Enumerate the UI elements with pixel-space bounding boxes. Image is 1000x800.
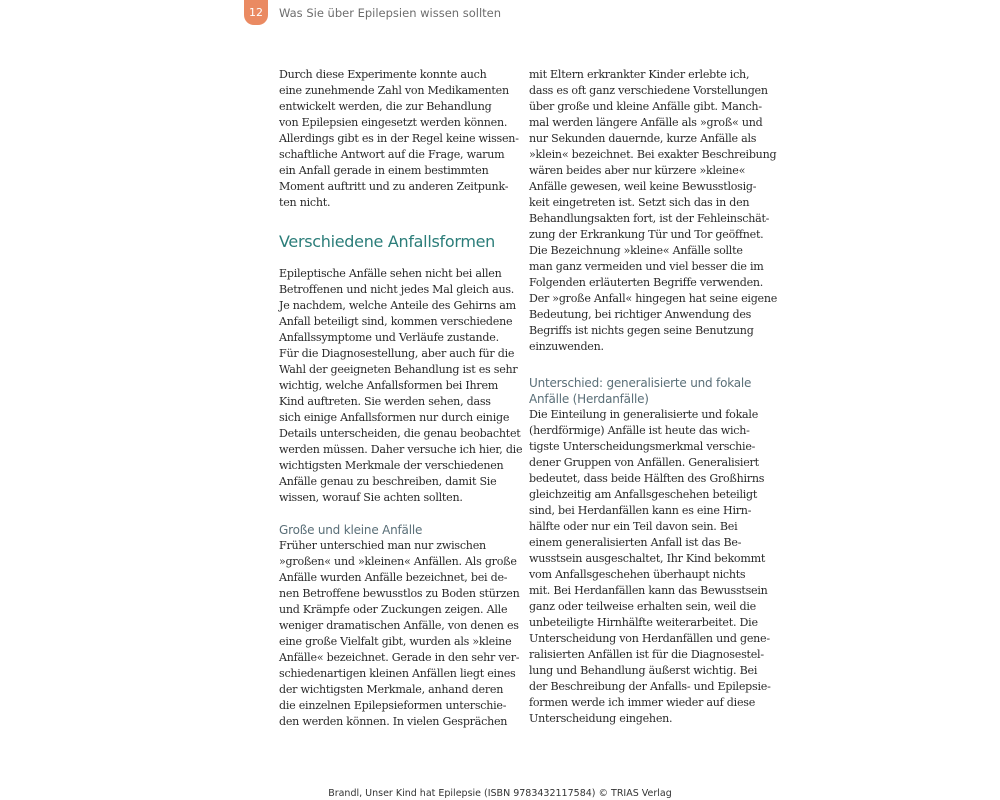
text-line: den werden können. In vielen Gesprächen xyxy=(279,715,508,728)
text-line: eine zunehmende Zahl von Medikamenten xyxy=(279,84,509,97)
text-line: über große und kleine Anfälle gibt. Manch- xyxy=(529,100,762,113)
text-line: Anfall beteiligt sind, kommen verschiedene xyxy=(279,315,513,328)
text-line: ten nicht. xyxy=(279,196,331,209)
text-line: Anfälle gewesen, weil keine Bewusstlosig- xyxy=(529,180,757,193)
text-line: mit. Bei Herdanfällen kann das Bewusstsein xyxy=(529,584,768,597)
text-line: von Epilepsien eingesetzt werden können. xyxy=(279,116,508,129)
text-line: Früher unterschied man nur zwischen xyxy=(279,539,486,552)
text-line: formen werde ich immer wieder auf diese xyxy=(529,696,756,709)
subsection-paragraph xyxy=(279,538,520,730)
text-line: Die Bezeichnung »kleine« Anfälle sollte xyxy=(529,244,743,257)
section-heading: Verschiedene Anfallsformen xyxy=(279,232,495,251)
text-line: man ganz vermeiden und viel besser die im xyxy=(529,260,764,273)
text-line: die einzelnen Epilepsieformen unterschie- xyxy=(279,699,507,712)
text-line: Unterschied: generalisierte und fokale xyxy=(529,376,752,390)
continued-paragraph xyxy=(529,67,778,355)
text-line: tigste Unterscheidungsmerkmal verschie- xyxy=(529,440,756,453)
text-line: einzuwenden. xyxy=(529,340,604,353)
text-line: Begriffs ist nichts gegen seine Benutzung xyxy=(529,324,754,337)
text-line: (herdförmige) Anfälle ist heute das wich- xyxy=(529,424,750,437)
text-line: und Krämpfe oder Zuckungen zeigen. Alle xyxy=(279,603,508,616)
text-line: weniger dramatischen Anfälle, von denen es xyxy=(279,619,519,632)
text-line: Anfälle wurden Anfälle bezeichnet, bei de- xyxy=(279,571,508,584)
text-line: Moment auftritt und zu anderen Zeitpunk- xyxy=(279,180,509,193)
text-line: Folgenden erläuterten Begriffe verwenden. xyxy=(529,276,764,289)
text-line: Allerdings gibt es in der Regel keine wissen- xyxy=(279,132,519,145)
text-line: Unterscheidung eingehen. xyxy=(529,712,673,725)
text-line: wissen, worauf Sie achten sollten. xyxy=(279,491,463,504)
text-line: nur Sekunden dauernde, kurze Anfälle als xyxy=(529,132,757,145)
text-line: Der »große Anfall« hingegen hat seine eigene xyxy=(529,292,778,305)
text-line: Für die Diagnosestellung, aber auch für die xyxy=(279,347,515,360)
text-line: wusstsein ausgeschaltet, Ihr Kind bekommt xyxy=(529,552,766,565)
text-line: nen Betroffene bewusstlos zu Boden stürzen xyxy=(279,587,520,600)
text-line: wichtig, welche Anfallsformen bei Ihrem xyxy=(279,379,499,392)
text-line: »klein« bezeichnet. Bei exakter Beschreibung xyxy=(529,148,777,161)
text-line: Anfälle« bezeichnet. Gerade in den sehr ver- xyxy=(279,651,520,664)
text-line: keit eingetreten ist. Setzt sich das in den xyxy=(529,196,750,209)
text-line: Anfälle (Herdanfälle) xyxy=(529,392,649,406)
text-line: wichtigsten Merkmale der verschiedenen xyxy=(279,459,504,472)
text-line: ganz oder teilweise erhalten sein, weil die xyxy=(529,600,756,613)
text-line: »großen« und »kleinen« Anfällen. Als große xyxy=(279,555,517,568)
text-line: Je nachdem, welche Anteile des Gehirns am xyxy=(279,299,516,312)
text-line: lung und Behandlung äußerst wichtig. Bei xyxy=(529,664,758,677)
text-line: werden müssen. Daher versuche ich hier, die xyxy=(279,443,523,456)
text-line: schaftliche Antwort auf die Frage, warum xyxy=(279,148,505,161)
text-line: sind, bei Herdanfällen kann es eine Hirn- xyxy=(529,504,752,517)
text-line: eine große Vielfalt gibt, wurden als »kleine xyxy=(279,635,512,648)
text-line: mit Eltern erkrankter Kinder erlebte ich, xyxy=(529,68,750,81)
text-line: wären beides aber nur kürzere »kleine« xyxy=(529,164,746,177)
page-number-badge: 12 xyxy=(244,0,268,25)
subsection-heading-grosse-kleine-anfaelle: Große und kleine Anfälle xyxy=(279,523,423,537)
text-line: Kind auftreten. Sie werden sehen, dass xyxy=(279,395,491,408)
text-line: dass es oft ganz verschiedene Vorstellungen xyxy=(529,84,768,97)
footer-citation: Brandl, Unser Kind hat Epilepsie (ISBN 9783432117584) © TRIAS Verlag xyxy=(328,788,672,799)
text-line: sich einige Anfallsformen nur durch einige xyxy=(279,411,510,424)
text-line: gleichzeitig am Anfallsgeschehen beteiligt xyxy=(529,488,758,501)
text-line: Die Einteilung in generalisierte und fokale xyxy=(529,408,759,421)
section-paragraph xyxy=(279,266,523,506)
text-line: einem generalisierten Anfall ist das Be- xyxy=(529,536,742,549)
text-line: ein Anfall gerade in einem bestimmten xyxy=(279,164,489,177)
subsection-paragraph-generalisiert xyxy=(529,407,771,727)
text-line: Anfallssymptome und Verläufe zustande. xyxy=(279,331,499,344)
text-line: Anfälle genau zu beschreiben, damit Sie xyxy=(279,475,497,488)
text-line: Betroffenen und nicht jedes Mal gleich aus. xyxy=(279,283,515,296)
text-line: hälfte oder nur ein Teil davon sein. Bei xyxy=(529,520,738,533)
text-line: der wichtigsten Merkmale, anhand deren xyxy=(279,683,504,696)
text-line: Durch diese Experimente konnte auch xyxy=(279,68,487,81)
intro-paragraph xyxy=(279,67,519,211)
left-column xyxy=(279,67,523,730)
text-line: mal werden längere Anfälle als »groß« und xyxy=(529,116,763,129)
right-column xyxy=(529,67,778,727)
text-line: unbeteiligte Hirnhälfte weiterarbeitet. Die xyxy=(529,616,758,629)
text-line: ralisierten Anfällen ist für die Diagnosestel- xyxy=(529,648,764,661)
text-line: entwickelt werden, die zur Behandlung xyxy=(279,100,492,113)
text-line: zung der Erkrankung Tür und Tor geöffnet. xyxy=(529,228,764,241)
text-line: Bedeutung, bei richtiger Anwendung des xyxy=(529,308,752,321)
text-line: Epileptische Anfälle sehen nicht bei allen xyxy=(279,267,502,280)
text-line: bedeutet, dass beide Hälften des Großhirns xyxy=(529,472,765,485)
text-line: Details unterscheiden, die genau beobachtet xyxy=(279,427,521,440)
text-line: Behandlungsakten fort, ist der Fehleinschät- xyxy=(529,212,770,225)
running-title: Was Sie über Epilepsien wissen sollten xyxy=(279,6,502,20)
text-line: vom Anfallsgeschehen überhaupt nichts xyxy=(529,568,746,581)
text-line: der Beschreibung der Anfalls- und Epilepsie- xyxy=(529,680,771,693)
text-line: Wahl der geeigneten Behandlung ist es sehr xyxy=(279,363,518,376)
text-line: schiedenartigen kleinen Anfällen liegt eines xyxy=(279,667,516,680)
subsection-heading-generalisierte-fokale xyxy=(529,375,757,407)
text-line: dener Gruppen von Anfällen. Generalisiert xyxy=(529,456,759,469)
text-line: Unterscheidung von Herdanfällen und gene- xyxy=(529,632,770,645)
